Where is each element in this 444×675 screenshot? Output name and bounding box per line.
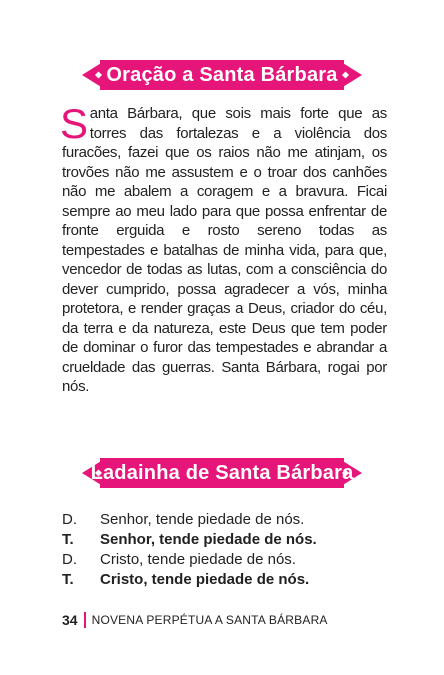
litany-text: Senhor, tende piedade de nós. <box>100 511 305 528</box>
section-banner-ladainha <box>82 458 362 488</box>
page-number: 34 <box>62 612 78 628</box>
section-banner-oracao <box>82 60 362 90</box>
litany-speaker: D. <box>62 511 77 528</box>
book-title: NOVENA PERPÉTUA A SANTA BÁRBARA <box>91 613 328 627</box>
litany-text: Cristo, tende piedade de nós. <box>100 551 296 568</box>
litany-line <box>62 530 382 550</box>
litany-speaker: T. <box>62 571 74 588</box>
litany-text: Cristo, tende piedade de nós. <box>100 571 310 588</box>
litany-speaker: T. <box>62 531 74 548</box>
litany-line <box>62 570 382 590</box>
prayer-body: anta Bárbara, que sois mais forte que as torres das fortalezas e a violência dos furacões, fazei que os raios não me atinjam, os trovões não me assustem e o troar dos canhões não me abalem a coragem e a bravura. Ficai sempre ao meu lado para que possa enfrentar de fronte erguida e rosto sereno todas as tempestades e batalhas de minha vida, para que, vencedor de todas as lutas, com a consciência do dever cumprido, possa agradecer a vós, minha protetora, e render graças a Deus, criador do céu, da terra e da natureza, este Deus que tem poder de dominar o furor das tempestades e abrandar a crueldade das guerras. Santa Bárbara, rogai por nós. <box>62 105 387 395</box>
page-footer <box>62 612 328 628</box>
litany-text: Senhor, tende piedade de nós. <box>100 531 317 548</box>
prayer-text-block <box>60 100 387 397</box>
litany-line <box>62 510 382 530</box>
drop-cap: S <box>60 100 88 147</box>
footer-divider <box>84 612 86 628</box>
section-title: Oração a Santa Bárbara <box>106 63 338 86</box>
litany-list <box>62 510 382 590</box>
section-title: Ladainha de Santa Bárbara <box>90 461 354 484</box>
litany-line <box>62 550 382 570</box>
litany-speaker: D. <box>62 551 77 568</box>
